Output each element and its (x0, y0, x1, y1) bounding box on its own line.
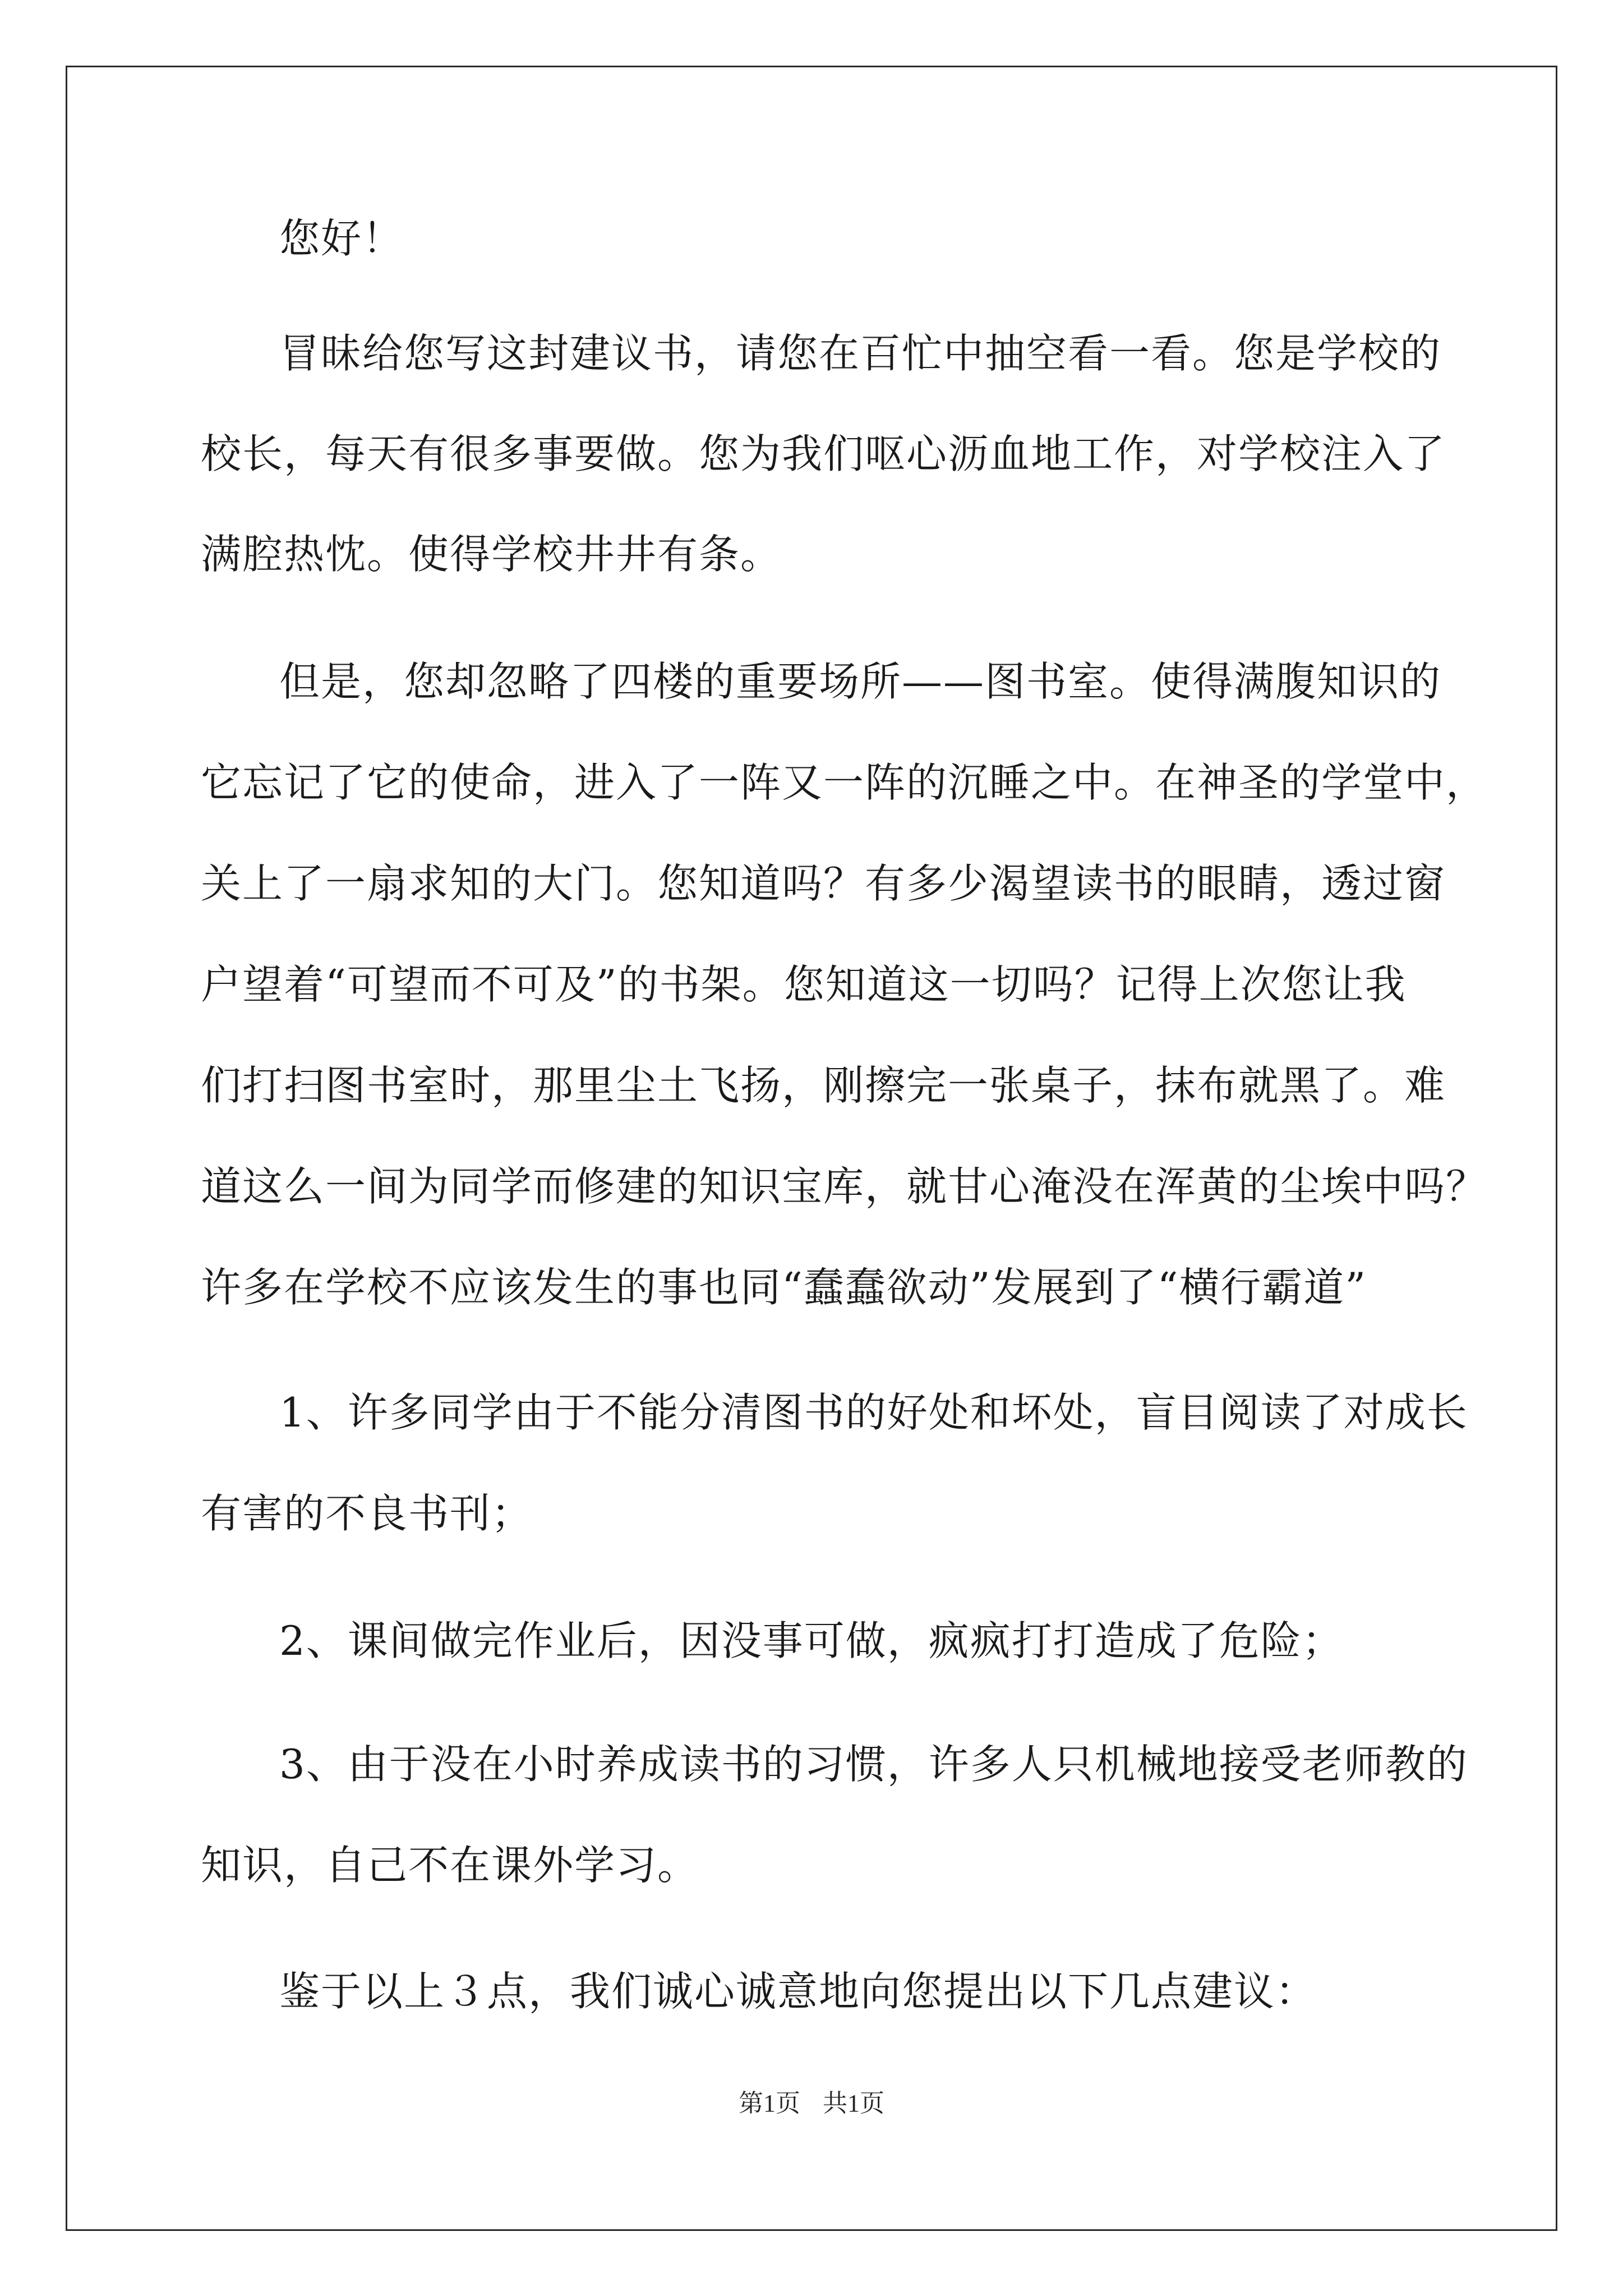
paragraph-line: 鉴于以上３点，我们诚心诚意地向您提出以下几点建议： (279, 1968, 1317, 2015)
list-item-line: 2、课间做完作业后，因没事可做，疯疯打打造成了危险； (279, 1617, 1344, 1664)
paragraph-line: 校长，每天有很多事要做。您为我们呕心沥血地工作，对学校注入了 (201, 430, 1446, 477)
paragraph-line: 关上了一扇求知的大门。您知道吗？有多少渴望读书的眼睛，透过窗 (201, 860, 1446, 907)
paragraph-line: 但是，您却忽略了四楼的重要场所——图书室。使得满腹知识的 (279, 658, 1442, 705)
paragraph-line: 们打扫图书室时，那里尘土飞扬，刚擦完一张桌子，抹布就黑了。难 (201, 1062, 1446, 1109)
paragraph-line: 道这么一间为同学而修建的知识宝库，就甘心淹没在浑黄的尘埃中吗？ (201, 1163, 1488, 1210)
page-border (66, 66, 1557, 2231)
page-footer (0, 2088, 1623, 2119)
paragraph-line: 它忘记了它的使命，进入了一阵又一阵的沉睡之中。在神圣的学堂中， (201, 759, 1488, 806)
list-item-line: 有害的不良书刊； (201, 1490, 533, 1537)
list-item-line: 1、许多同学由于不能分清图书的好处和坏处，盲目阅读了对成长 (279, 1389, 1468, 1436)
page-total: 共1页 (823, 2090, 884, 2117)
paragraph-line: 满腔热忱。使得学校井井有条。 (201, 531, 782, 578)
paragraph-line: 冒昧给您写这封建议书，请您在百忙中抽空看一看。您是学校的 (279, 330, 1442, 377)
paragraph-line: 许多在学校不应该发生的事也同“蠢蠢欲动”发展到了“横行霸道” (201, 1264, 1367, 1311)
paragraph-line: 户望着“可望而不可及”的书架。您知道这一切吗？记得上次您让我 (201, 961, 1407, 1008)
greeting-line: 您好！ (279, 215, 404, 262)
page-number: 第1页 (739, 2090, 800, 2117)
list-item-line: 知识，自己不在课外学习。 (201, 1842, 699, 1889)
list-item-line: 3、由于没在小时养成读书的习惯，许多人只机械地接受老师教的 (279, 1741, 1468, 1788)
